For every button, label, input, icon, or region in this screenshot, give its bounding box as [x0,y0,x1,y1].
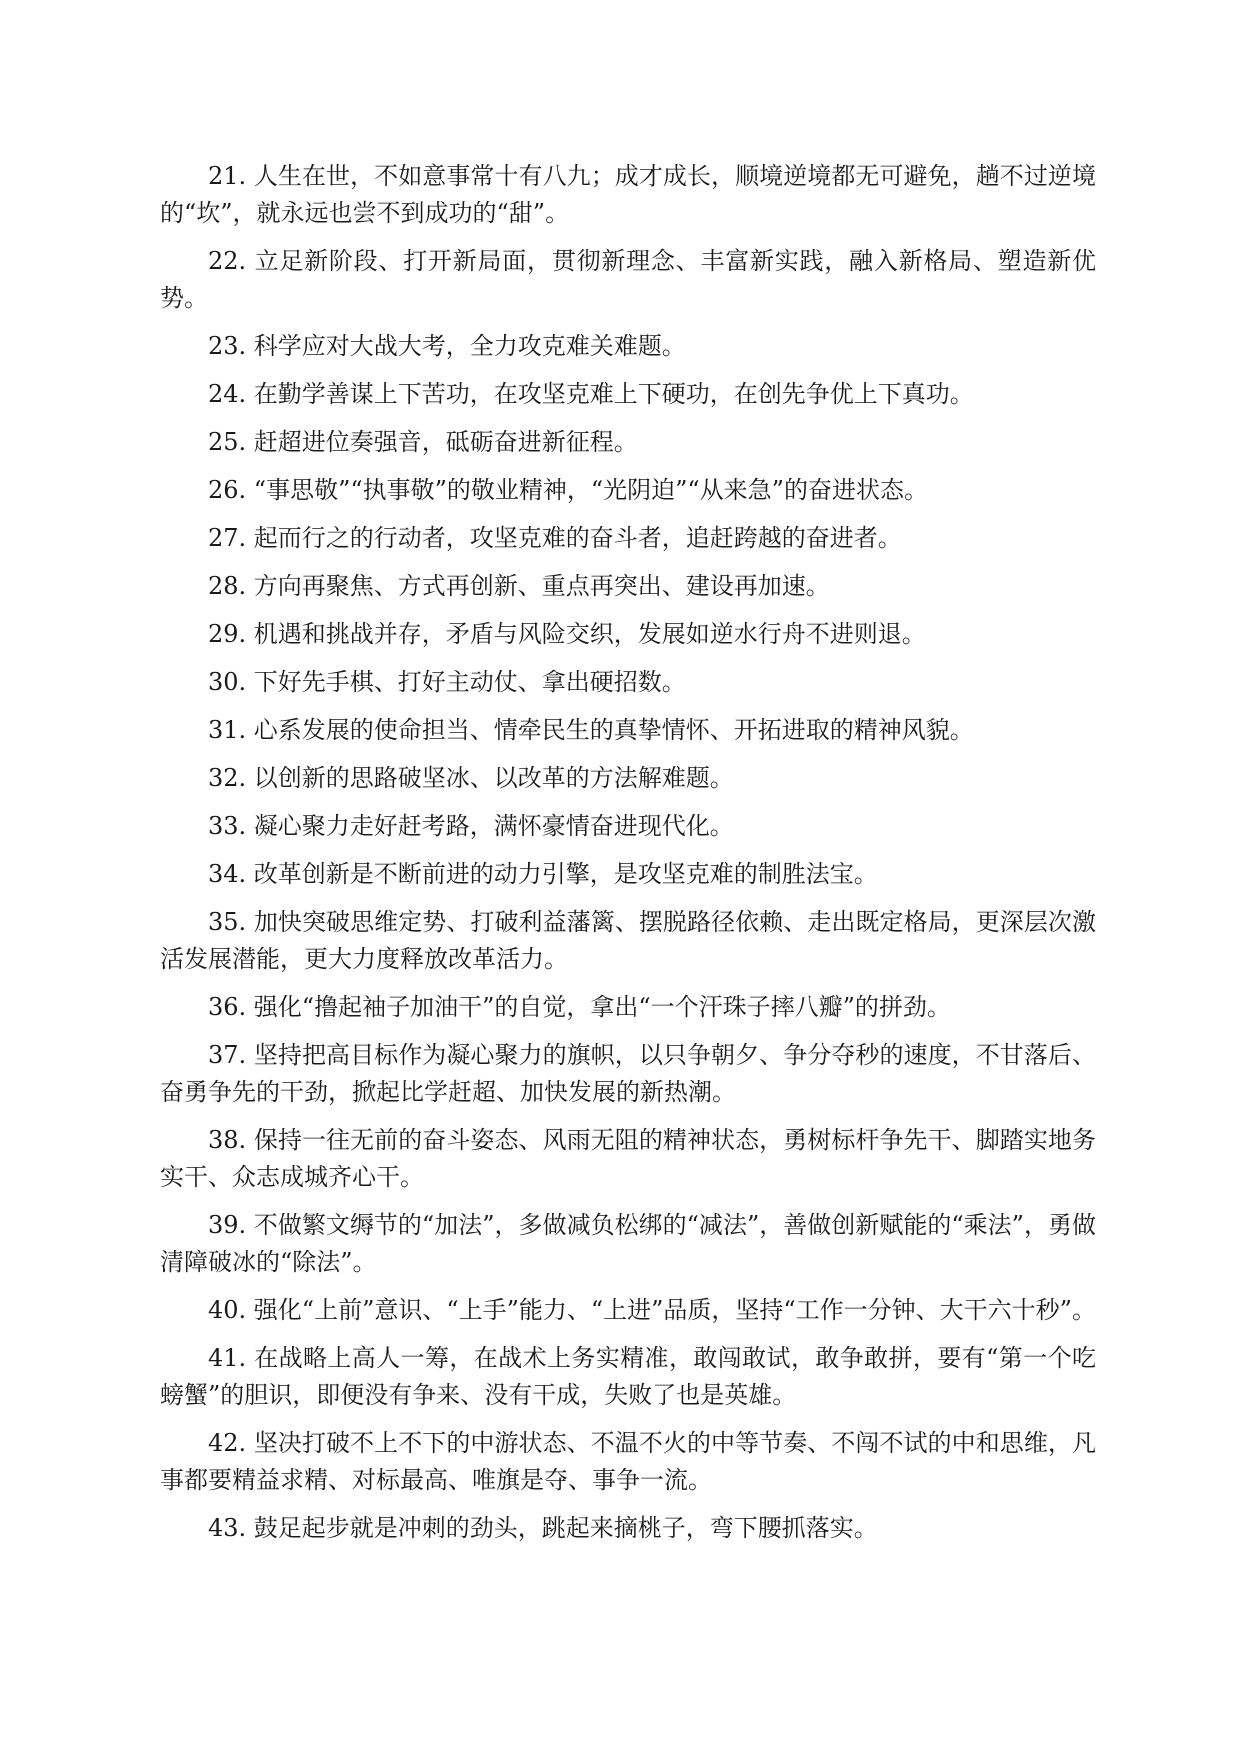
paragraph-42: 42. 坚决打破不上不下的中游状态、不温不火的中等节奏、不闯不试的中和思维，凡事都要精益求精、对标最高、唯旗是夺、事争一流。 [160,1429,1096,1494]
paragraph-33: 33. 凝心聚力走好赶考路，满怀豪情奋进现代化。 [208,812,734,840]
paragraph-43: 43. 鼓足起步就是冲刺的劲头，跳起来摘桃子，弯下腰抓落实。 [208,1514,878,1542]
paragraph-36: 36. 强化“撸起袖子加油干”的自觉，拿出“一个汗珠子摔八瓣”的拼劲。 [208,993,951,1021]
paragraph-27: 27. 起而行之的行动者，攻坚克难的奋斗者，追赶跨越的奋进者。 [208,524,902,552]
paragraph-30: 30. 下好先手棋、打好主动仗、拿出硬招数。 [208,668,686,696]
paragraph-41: 41. 在战略上高人一筹，在战术上务实精准，敢闯敢试，敢争敢拼，要有“第一个吃螃蟹”的胆识，即便没有争来、没有干成，失败了也是英雄。 [160,1344,1096,1409]
paragraph-29: 29. 机遇和挑战并存，矛盾与风险交织，发展如逆水行舟不进则退。 [208,620,926,648]
paragraph-31: 31. 心系发展的使命担当、情牵民生的真挚情怀、开拓进取的精神风貌。 [208,716,974,744]
paragraph-23: 23. 科学应对大战大考，全力攻克难关难题。 [208,332,686,360]
paragraph-35: 35. 加快突破思维定势、打破利益藩篱、摆脱路径依赖、走出既定格局，更深层次激活发展潜能，更大力度释放改革活力。 [160,908,1096,973]
paragraph-32: 32. 以创新的思路破坚冰、以改革的方法解难题。 [208,764,734,792]
paragraph-24: 24. 在勤学善谋上下苦功，在攻坚克难上下硬功，在创先争优上下真功。 [208,380,974,408]
paragraph-38: 38. 保持一往无前的奋斗姿态、风雨无阻的精神状态，勇树标杆争先干、脚踏实地务实干、众志成城齐心干。 [160,1126,1096,1191]
paragraph-28: 28. 方向再聚焦、方式再创新、重点再突出、建设再加速。 [208,572,830,600]
paragraph-40: 40. 强化“上前”意识、“上手”能力、“上进”品质，坚持“工作一分钟、大干六十秒”。 [208,1296,1096,1324]
paragraph-39: 39. 不做繁文缛节的“加法”，多做减负松绑的“减法”，善做创新赋能的“乘法”，勇做清障破冰的“除法”。 [160,1211,1096,1276]
paragraph-26: 26. “事思敬”“执事敬”的敬业精神，“光阴迫”“从来急”的奋进状态。 [208,476,928,504]
paragraph-37: 37. 坚持把高目标作为凝心聚力的旗帜，以只争朝夕、争分夺秒的速度，不甘落后、奋勇争先的干劲，掀起比学赶超、加快发展的新热潮。 [160,1041,1096,1106]
paragraph-21: 21. 人生在世，不如意事常十有八九；成才成长，顺境逆境都无可避免，趟不过逆境的“坎”，就永远也尝不到成功的“甜”。 [160,162,1096,227]
document-page [160,158,1096,1558]
paragraph-34: 34. 改革创新是不断前进的动力引擎，是攻坚克难的制胜法宝。 [208,860,878,888]
paragraph-25: 25. 赶超进位奏强音，砥砺奋进新征程。 [208,428,638,456]
paragraph-22: 22. 立足新阶段、打开新局面，贯彻新理念、丰富新实践，融入新格局、塑造新优势。 [160,247,1096,312]
